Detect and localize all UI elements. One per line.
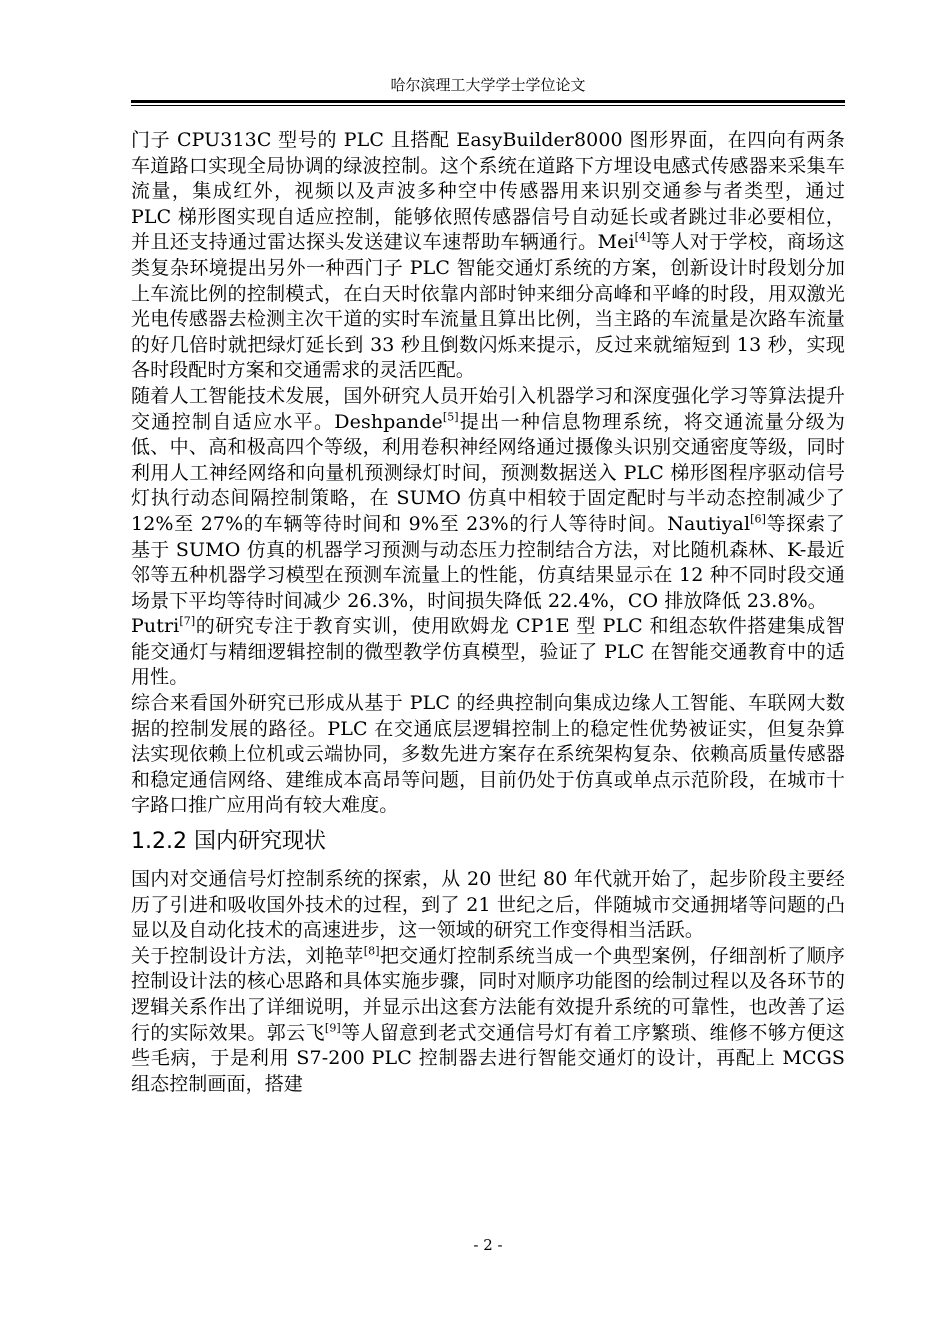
citation: [6] (750, 512, 767, 526)
paragraph-6: 关于控制设计方法，刘艳苹[8]把交通灯控制系统当成一个典型案例，仔细剖析了顺序控制设计法的核心思路和具体实施步骤，同时对顺序功能图的绘制过程以及各环节的逻辑关系作出了详细说明，并显示出这套方法能有效提升系统的可靠性，也改善了运行的实际效果。郭云飞[9]等人留意到老式交通信号灯有着工序繁琐、维修不够方便这些毛病，于是利用 S7-200 PLC 控制器去进行智能交通灯的设计，再配上 MCGS 组态控制画面，搭建 (131, 944, 845, 1095)
header-rule-thin (131, 105, 845, 106)
citation: [7] (179, 614, 196, 628)
paragraph-3: Putri[7]的研究专注于教育实训，使用欧姆龙 CP1E 型 PLC 和组态软件搭建集成智能交通灯与精细逻辑控制的微型教学仿真模型，验证了 PLC 在智能交通教育中的适用性。 (131, 614, 845, 689)
citation: [5] (442, 410, 459, 424)
paragraph-1: 门子 CPU313C 型号的 PLC 且搭配 EasyBuilder8000 图形界面，在四向有两条车道路口实现全局协调的绿波控制。这个系统在道路下方埋设电感式传感器来采集车流量，集成红外，视频以及声波多种空中传感器用来识别交通参与者类型，通过 PLC 梯形图实现自适应控制，能够依照传感器信号自动延长或者跳过非必要相位，并且还支持通过雷达探头发送建议车速帮助车辆通行。Mei[4]等人对于学校，商场这类复杂环境提出另外一种西门子 PLC 智能交通灯系统的方案，创新设计时段划分加上车流比例的控制模式，在白天时依靠内部时钟来细分高峰和平峰的时段，用双激光光电传感器去检测主次干道的实时车流量且算出比例，当主路的车流量是次路车流量的好几倍时就把绿灯延长到 33 秒且倒数闪烁来提示，反过来就缩短到 13 秒，实现各时段配时方案和交通需求的灵活匹配。 (131, 129, 845, 382)
citation: [8] (363, 944, 380, 958)
paragraph-5: 国内对交通信号灯控制系统的探索，从 20 世纪 80 年代就开始了，起步阶段主要经历了引进和吸收国外技术的过程，到了 21 世纪之后，伴随城市交通拥堵等问题的凸显以及自动化技术的高速进步，这一领域的研究工作变得相当活跃。 (131, 868, 845, 942)
header-rule-thick (131, 100, 845, 103)
body-text (131, 128, 845, 1097)
paragraph-4: 综合来看国外研究已形成从基于 PLC 的经典控制向集成边缘人工智能、车联网大数据的控制发展的路径。PLC 在交通底层逻辑控制上的稳定性优势被证实，但复杂算法实现依赖上位机或云端协同，多数先进方案存在系统架构复杂、依赖高质量传感器和稳定通信网络、建维成本高昂等问题，目前仍处于仿真或单点示范阶段，在城市十字路口推广应用尚有较大难度。 (131, 692, 845, 817)
citation: [4] (634, 231, 651, 245)
paragraph-2: 随着人工智能技术发展，国外研究人员开始引入机器学习和深度强化学习等算法提升交通控制自适应水平。Deshpande[5]提出一种信息物理系统，将交通流量分级为低、中、高和极高四个等级，利用卷积神经网络通过摄像头识别交通密度等级，同时利用人工神经网络和向量机预测绿灯时间，预测数据送入 PLC 梯形图程序驱动信号灯执行动态间隔控制策略，在 SUMO 仿真中相较于固定配时与半动态控制减少了 12%至 27%的车辆等待时间和 9%至 23%的行人等待时间。Nautiyal[6]等探索了基于 SUMO 仿真的机器学习预测与动态压力控制结合方法，对比随机森林、K-最近邻等五种机器学习模型在预测车流量上的性能，仿真结果显示在 12 种不同时段交通场景下平均等待时间减少 26.3%，时间损失降低 22.4%，CO 排放降低 23.8%。 (131, 384, 845, 612)
page-number: - 2 - (473, 1236, 503, 1254)
section-heading: 1.2.2 国内研究现状 (131, 829, 326, 855)
citation: [9] (324, 1021, 341, 1035)
running-header: 哈尔滨理工大学学士学位论文 (390, 76, 586, 94)
